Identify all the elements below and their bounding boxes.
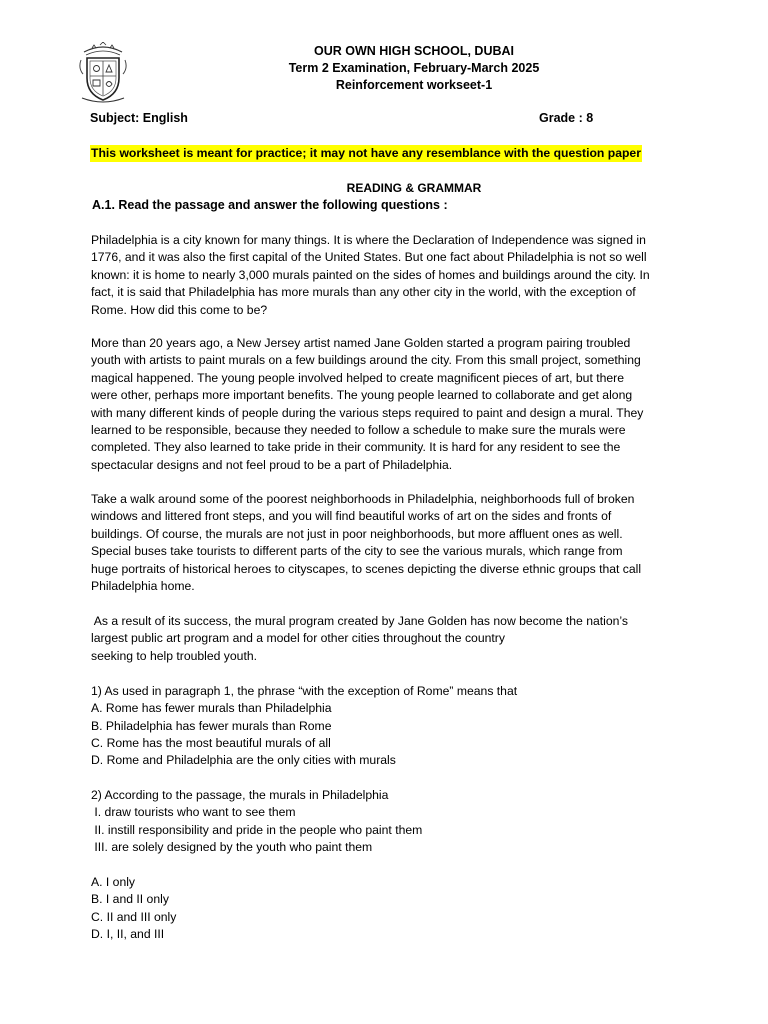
passage-line: spectacular designs and not feel proud to be a part of Philadelphia. [91,457,453,472]
passage-line: largest public art program and a model for other cities throughout the country [91,631,505,646]
exam-title: Term 2 Examination, February-March 2025 [288,61,540,75]
question-2-statement-1: I. draw tourists who want to see them [91,805,296,820]
question-2-stem: 2) According to the passage, the murals in Philadelphia [91,788,389,802]
question-2-option-c: C. II and III only [91,909,177,924]
section-instruction: A.1. Read the passage and answer the following questions : [92,198,448,212]
question-1 [91,683,517,769]
passage-line: seeking to help troubled youth. [91,648,258,663]
question-2-option-b: B. I and II only [91,892,169,907]
question-1-option-d: D. Rome and Philadelphia are the only cities with murals [91,753,396,768]
passage-line: More than 20 years ago, a New Jersey artist named Jane Golden started a program pairing troubled [91,336,631,350]
passage-line: magical happened. The young people involved helped to create magnificent pieces of art, but there [91,370,624,385]
question-2-option-a: A. I only [91,875,136,889]
question-1-option-b: B. Philadelphia has fewer murals than Rome [91,718,332,733]
passage-line: youth with artists to paint murals on a few buildings around the city. From this small project, something [91,353,641,368]
passage-line: with many different kinds of people during the various steps required to paint and design a mural. They [91,405,644,420]
passage-paragraph-3 [91,491,685,595]
school-name: OUR OWN HIGH SCHOOL, DUBAI [314,44,514,58]
subject-label: Subject: English [90,111,188,125]
passage-paragraph-4 [91,613,685,665]
question-2-statement-3: III. are solely designed by the youth who paint them [91,839,373,854]
question-1-option-c: C. Rome has the most beautiful murals of all [91,735,331,750]
worksheet-title: Reinforcement workseet-1 [335,78,493,92]
practice-note: This worksheet is meant for practice; it may not have any resemblance with the question paper [91,146,641,160]
passage-line: fact, it is said that Philadelphia has more murals than any other city in the world, with the exception of [91,285,636,300]
passage-paragraph-2 [91,335,685,474]
question-2-statement-2: II. instill responsibility and pride in the people who paint them [91,822,423,837]
school-crest-icon [78,42,128,104]
grade-label: Grade : 8 [539,111,594,125]
passage-line: Philadelphia is a city known for many things. It is where the Declaration of Independence was signed in [91,233,646,247]
question-1-stem: 1) As used in paragraph 1, the phrase “with the exception of Rome” means that [91,684,518,698]
passage-line: huge portraits of historical heroes to cityscapes, to scenes depicting the diverse ethnic groups that call [91,561,642,576]
passage-line: learned to be responsible, because they needed to follow a schedule to make sure the murals were [91,423,626,438]
section-heading: READING & GRAMMAR [346,181,482,195]
question-2-option-d: D. I, II, and III [91,926,165,941]
passage-paragraph-1 [91,232,685,319]
question-2 [91,787,422,856]
passage-line: Philadelphia home. [91,579,195,594]
passage-line: known: it is home to nearly 3,000 murals painted on the sides of homes and buildings around the city. In [91,267,650,282]
passage-line: completed. They also learned to take pride in their community. It is hard for any resident to see the [91,440,621,455]
passage-line: Take a walk around some of the poorest neighborhoods in Philadelphia, neighborhoods full of broken [91,492,635,506]
question-1-option-a: A. Rome has fewer murals than Philadelphia [91,701,332,716]
passage-line: As a result of its success, the mural program created by Jane Golden has now become the nation’s [91,614,628,628]
question-2-options [91,874,176,943]
passage-line: Special buses take tourists to different parts of the city to see the various murals, which range from [91,544,623,559]
passage-line: 1776, and it was also the first capital of the United States. But one fact about Philadelphia is not so well [91,250,647,265]
passage-line: windows and littered front steps, and you will find beautiful works of art on the sides and fronts of [91,509,612,524]
passage-line: Rome. How did this come to be? [91,302,268,317]
passage-line: were other, perhaps more important benefits. The young people learned to collaborate and get along [91,388,633,403]
passage-line: buildings. Of course, the murals are not just in poor neighborhoods, but more affluent ones as well. [91,526,623,541]
